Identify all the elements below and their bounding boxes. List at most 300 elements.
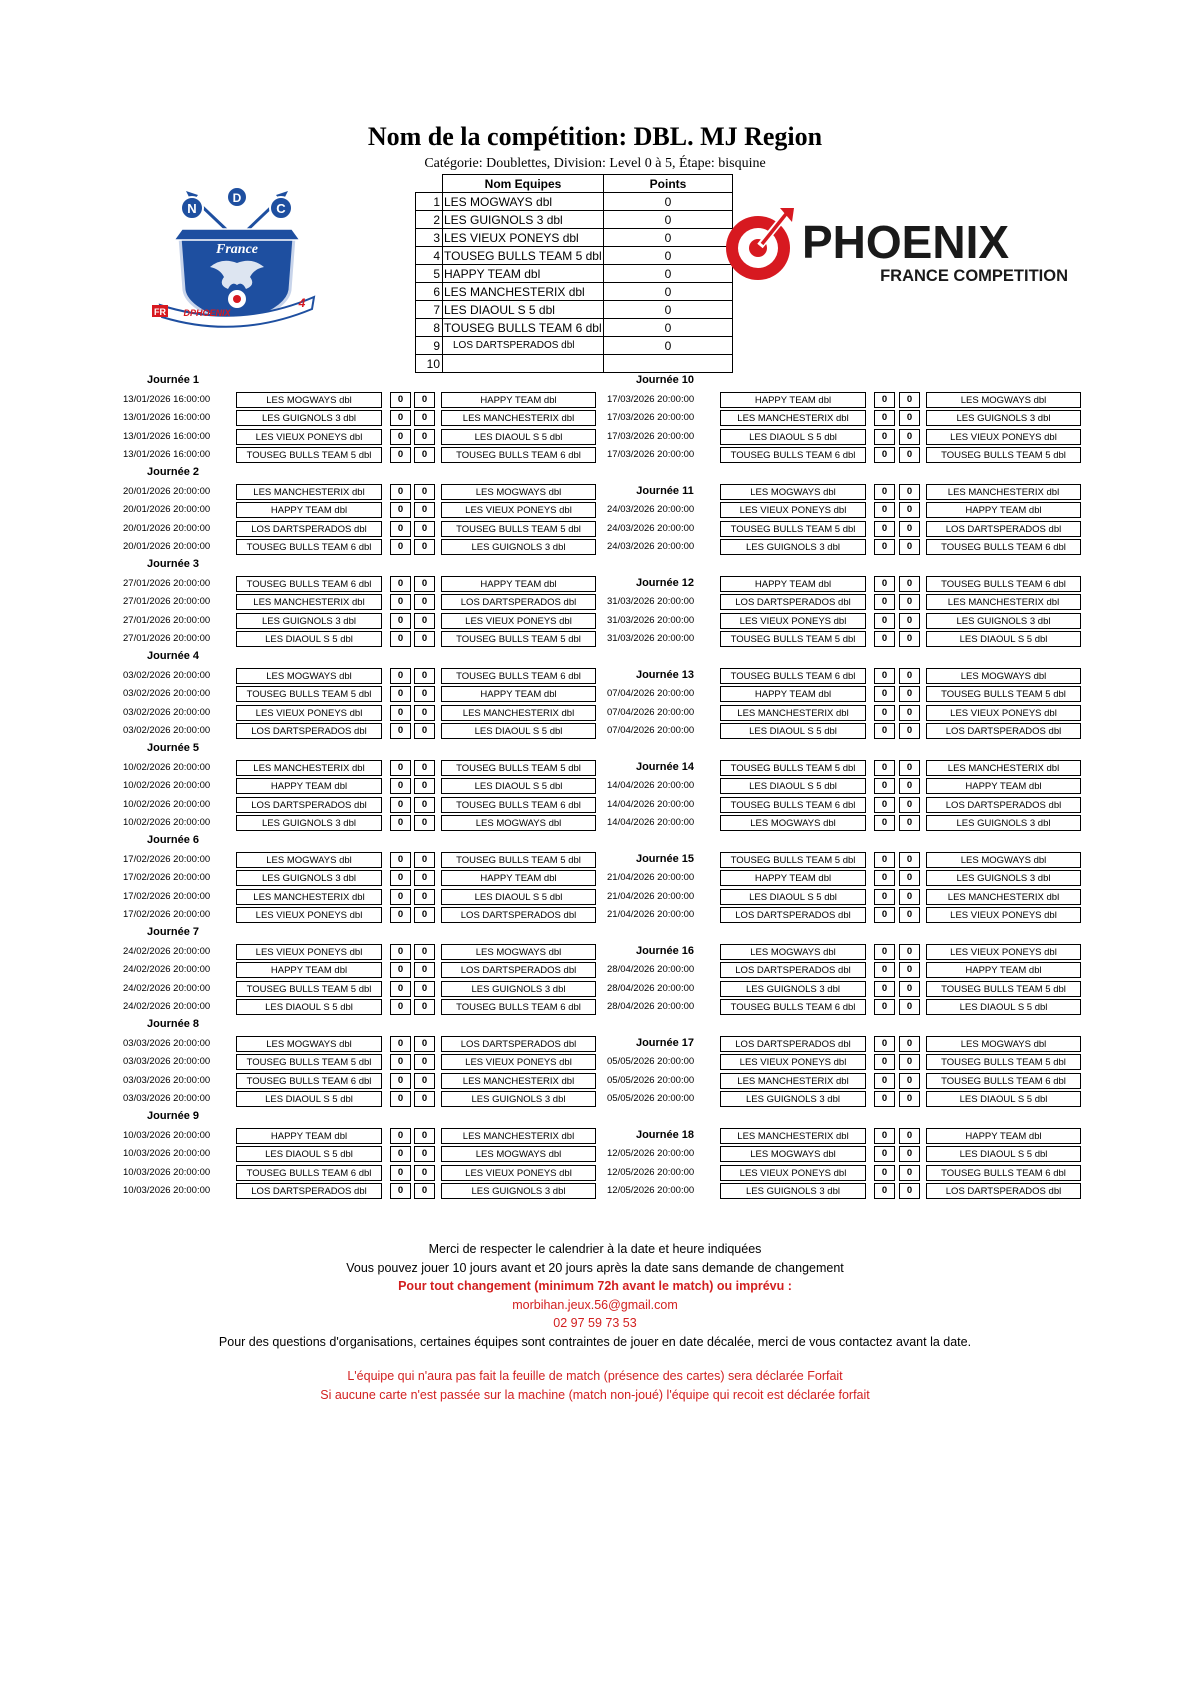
match-date: 21/04/2026 20:00:00	[607, 890, 695, 902]
journee-label: Journée 14	[635, 761, 695, 773]
away-score: 0	[899, 852, 920, 868]
away-score: 0	[414, 1183, 435, 1199]
home-score: 0	[390, 613, 411, 629]
away-score: 0	[414, 907, 435, 923]
home-score: 0	[874, 447, 895, 463]
home-team: HAPPY TEAM dbl	[720, 576, 866, 592]
away-team: LES MOGWAYS dbl	[441, 815, 596, 831]
away-team: TOUSEG BULLS TEAM 5 dbl	[441, 852, 596, 868]
away-team: LES VIEUX PONEYS dbl	[926, 944, 1081, 960]
home-team: LOS DARTSPERADOS dbl	[720, 594, 866, 610]
journee-label: Journée 10	[635, 374, 695, 386]
home-score: 0	[390, 889, 411, 905]
away-score: 0	[899, 1183, 920, 1199]
standings-rank: 5	[416, 265, 443, 283]
home-team: LES GUIGNOLS 3 dbl	[236, 613, 382, 629]
home-score: 0	[874, 539, 895, 555]
home-score: 0	[390, 723, 411, 739]
away-team: LES GUIGNOLS 3 dbl	[926, 613, 1081, 629]
standings-rank: 10	[416, 355, 443, 373]
home-score: 0	[390, 705, 411, 721]
away-team: LOS DARTSPERADOS dbl	[926, 797, 1081, 813]
standings-header	[416, 175, 733, 193]
home-score: 0	[390, 1054, 411, 1070]
away-team: LES VIEUX PONEYS dbl	[441, 502, 596, 518]
home-score: 0	[390, 392, 411, 408]
match-date: 07/04/2026 20:00:00	[607, 725, 695, 737]
home-team: LES DIAOUL S 5 dbl	[720, 723, 866, 739]
home-team: LES MANCHESTERIX dbl	[720, 705, 866, 721]
note-line: L'équipe qui n'aura pas fait la feuille de match (présence des cartes) sera déclarée Forfait	[347, 1369, 843, 1383]
rank-header	[416, 175, 443, 193]
home-team: LES GUIGNOLS 3 dbl	[720, 981, 866, 997]
away-team: TOUSEG BULLS TEAM 6 dbl	[926, 576, 1081, 592]
away-score: 0	[414, 613, 435, 629]
away-team: LES MOGWAYS dbl	[441, 484, 596, 500]
away-team: TOUSEG BULLS TEAM 6 dbl	[441, 447, 596, 463]
home-score: 0	[390, 1183, 411, 1199]
match-date: 17/02/2026 20:00:00	[123, 890, 211, 902]
match-date: 20/01/2026 20:00:00	[123, 522, 211, 534]
note-line: Pour des questions d'organisations, certaines équipes sont contraintes de jouer en date décalée, merci de vous contactez avant la date.	[218, 1334, 972, 1349]
note-line: Si aucune carte n'est passée sur la machine (match non-joué) l'équipe qui recoit est déclarée forfait	[320, 1387, 870, 1402]
standings-team: TOUSEG BULLS TEAM 5 dbl	[444, 248, 602, 263]
home-team: HAPPY TEAM dbl	[720, 870, 866, 886]
standings-points: 0	[604, 319, 733, 337]
away-score: 0	[899, 778, 920, 794]
away-score: 0	[414, 429, 435, 445]
home-team: TOUSEG BULLS TEAM 5 dbl	[236, 1054, 382, 1070]
away-score: 0	[899, 1146, 920, 1162]
home-team: LES DIAOUL S 5 dbl	[236, 1146, 382, 1162]
away-score: 0	[414, 1165, 435, 1181]
standings-rank: 1	[416, 193, 443, 211]
match-date: 05/05/2026 20:00:00	[607, 1074, 695, 1086]
match-date: 12/05/2026 20:00:00	[607, 1148, 695, 1160]
away-team: LES MANCHESTERIX dbl	[926, 594, 1081, 610]
away-team: LES MANCHESTERIX dbl	[926, 760, 1081, 776]
home-team: LOS DARTSPERADOS dbl	[720, 962, 866, 978]
standings-row	[416, 355, 733, 373]
away-team: HAPPY TEAM dbl	[441, 392, 596, 408]
match-date: 31/03/2026 20:00:00	[607, 614, 695, 626]
logo-letter-n: N	[187, 201, 197, 216]
home-score: 0	[390, 760, 411, 776]
home-score: 0	[390, 870, 411, 886]
home-team: LOS DARTSPERADOS dbl	[720, 1036, 866, 1052]
journee-label: Journée 13	[635, 669, 695, 681]
match-date: 17/03/2026 20:00:00	[607, 430, 695, 442]
away-score: 0	[414, 1091, 435, 1107]
home-team: TOUSEG BULLS TEAM 6 dbl	[720, 797, 866, 813]
away-team: HAPPY TEAM dbl	[926, 778, 1081, 794]
away-score: 0	[899, 1054, 920, 1070]
match-date: 24/02/2026 20:00:00	[123, 946, 211, 957]
home-score: 0	[874, 1054, 895, 1070]
standings-team: LES VIEUX PONEYS dbl	[443, 229, 604, 247]
away-score: 0	[414, 1146, 435, 1162]
away-team: LES MANCHESTERIX dbl	[441, 1073, 596, 1089]
home-team: LES DIAOUL S 5 dbl	[236, 999, 382, 1015]
journee-label: Journée 18	[635, 1129, 695, 1141]
phoenix-logo	[720, 200, 1080, 295]
home-team: LES MANCHESTERIX dbl	[720, 410, 866, 426]
away-team: TOUSEG BULLS TEAM 6 dbl	[926, 1073, 1081, 1089]
away-team: LES GUIGNOLS 3 dbl	[926, 870, 1081, 886]
page-title: Nom de la compétition: DBL. MJ Region	[367, 122, 823, 151]
match-date: 28/04/2026 20:00:00	[607, 964, 695, 976]
standings-team: HAPPY TEAM dbl	[443, 265, 604, 283]
phoenix-target-icon	[726, 208, 794, 280]
match-date: 13/01/2026 16:00:00	[123, 412, 211, 424]
match-date: 17/02/2026 20:00:00	[123, 909, 211, 921]
home-team: TOUSEG BULLS TEAM 5 dbl	[236, 686, 382, 702]
away-team: LES VIEUX PONEYS dbl	[926, 429, 1081, 445]
match-date: 31/03/2026 20:00:00	[607, 633, 695, 645]
home-team: TOUSEG BULLS TEAM 6 dbl	[236, 1165, 382, 1181]
away-score: 0	[899, 686, 920, 702]
away-team: LES VIEUX PONEYS dbl	[441, 1054, 596, 1070]
note-line: Merci de respecter le calendrier à la date et heure indiquées	[428, 1242, 762, 1256]
standings-team	[443, 355, 604, 373]
away-score: 0	[899, 907, 920, 923]
away-team: LES DIAOUL S 5 dbl	[441, 723, 596, 739]
away-team: HAPPY TEAM dbl	[926, 1128, 1081, 1144]
home-team: TOUSEG BULLS TEAM 5 dbl	[720, 631, 866, 647]
away-team: TOUSEG BULLS TEAM 5 dbl	[441, 760, 596, 776]
away-score: 0	[414, 1128, 435, 1144]
standings-rank: 7	[416, 301, 443, 319]
home-score: 0	[874, 1073, 895, 1089]
home-score: 0	[390, 521, 411, 537]
match-date: 10/03/2026 20:00:00	[123, 1185, 211, 1197]
home-score: 0	[390, 944, 411, 960]
home-team: LES DIAOUL S 5 dbl	[236, 1091, 382, 1107]
home-score: 0	[390, 797, 411, 813]
match-date: 03/02/2026 20:00:00	[123, 706, 211, 718]
match-date: 03/02/2026 20:00:00	[123, 725, 211, 737]
home-score: 0	[874, 521, 895, 537]
match-date: 10/03/2026 20:00:00	[123, 1148, 211, 1160]
away-team: LES DIAOUL S 5 dbl	[441, 778, 596, 794]
home-score: 0	[874, 576, 895, 592]
away-team: TOUSEG BULLS TEAM 5 dbl	[441, 631, 596, 647]
away-team: HAPPY TEAM dbl	[441, 870, 596, 886]
journee-label: Journée 2	[147, 466, 199, 478]
match-date: 05/05/2026 20:00:00	[607, 1056, 695, 1068]
away-score: 0	[899, 1128, 920, 1144]
away-team: LES GUIGNOLS 3 dbl	[441, 981, 596, 997]
home-score: 0	[874, 889, 895, 905]
home-score: 0	[390, 539, 411, 555]
away-team: LES MOGWAYS dbl	[926, 668, 1081, 684]
away-score: 0	[899, 392, 920, 408]
home-team: LES GUIGNOLS 3 dbl	[720, 1183, 866, 1199]
home-team: TOUSEG BULLS TEAM 5 dbl	[720, 852, 866, 868]
standings-points: 0	[604, 211, 733, 229]
points-header: Points	[604, 175, 733, 193]
away-team: HAPPY TEAM dbl	[926, 502, 1081, 518]
away-team: LES MANCHESTERIX dbl	[441, 410, 596, 426]
match-date: 28/04/2026 20:00:00	[607, 1001, 695, 1013]
away-team: HAPPY TEAM dbl	[441, 576, 596, 592]
standings-team: LES MOGWAYS dbl	[443, 193, 604, 211]
away-team: LOS DARTSPERADOS dbl	[441, 907, 596, 923]
home-team: LES VIEUX PONEYS dbl	[720, 613, 866, 629]
match-date: 03/02/2026 20:00:00	[123, 670, 211, 681]
away-team: LES DIAOUL S 5 dbl	[926, 1146, 1081, 1162]
away-team: TOUSEG BULLS TEAM 5 dbl	[926, 1054, 1081, 1070]
away-team: LES MANCHESTERIX dbl	[926, 889, 1081, 905]
standings-row	[416, 337, 733, 355]
home-score: 0	[874, 1091, 895, 1107]
away-team: LOS DARTSPERADOS dbl	[441, 962, 596, 978]
home-team: LES MANCHESTERIX dbl	[236, 484, 382, 500]
home-team: LES DIAOUL S 5 dbl	[720, 889, 866, 905]
home-score: 0	[390, 852, 411, 868]
home-team: LES MOGWAYS dbl	[720, 944, 866, 960]
home-score: 0	[390, 429, 411, 445]
away-score: 0	[414, 447, 435, 463]
journee-label: Journée 1	[147, 374, 199, 386]
away-team: TOUSEG BULLS TEAM 5 dbl	[926, 686, 1081, 702]
standings-row	[416, 283, 733, 301]
standings-points: 0	[604, 247, 733, 265]
away-team: LES DIAOUL S 5 dbl	[926, 1091, 1081, 1107]
standings-points: 0	[604, 337, 733, 355]
home-score: 0	[874, 797, 895, 813]
home-team: TOUSEG BULLS TEAM 5 dbl	[236, 981, 382, 997]
home-score: 0	[874, 852, 895, 868]
home-score: 0	[874, 723, 895, 739]
away-score: 0	[414, 521, 435, 537]
away-score: 0	[414, 484, 435, 500]
home-team: LES VIEUX PONEYS dbl	[720, 1165, 866, 1181]
standings-team: TOUSEG BULLS TEAM 6 dbl	[444, 320, 602, 335]
match-date: 14/04/2026 20:00:00	[607, 798, 695, 810]
match-date: 31/03/2026 20:00:00	[607, 596, 695, 608]
match-date: 24/02/2026 20:00:00	[123, 964, 211, 976]
match-date: 27/01/2026 20:00:00	[123, 578, 211, 589]
standings-team: LES MANCHESTERIX dbl	[443, 283, 604, 301]
match-date: 03/03/2026 20:00:00	[123, 1038, 211, 1049]
home-score: 0	[874, 1036, 895, 1052]
home-team: TOUSEG BULLS TEAM 6 dbl	[720, 668, 866, 684]
match-date: 17/02/2026 20:00:00	[123, 872, 211, 884]
home-score: 0	[874, 502, 895, 518]
home-team: TOUSEG BULLS TEAM 6 dbl	[236, 1073, 382, 1089]
standings-points: 0	[604, 229, 733, 247]
standings-row	[416, 319, 733, 337]
match-date: 10/02/2026 20:00:00	[123, 817, 211, 829]
match-date: 07/04/2026 20:00:00	[607, 706, 695, 718]
away-score: 0	[414, 410, 435, 426]
home-team: LES MOGWAYS dbl	[236, 852, 382, 868]
home-team: LES DIAOUL S 5 dbl	[236, 631, 382, 647]
away-team: LES DIAOUL S 5 dbl	[926, 999, 1081, 1015]
note-line: 02 97 59 73 53	[553, 1316, 637, 1330]
match-date: 07/04/2026 20:00:00	[607, 688, 695, 700]
away-score: 0	[899, 521, 920, 537]
standings-points: 0	[604, 283, 733, 301]
match-date: 24/03/2026 20:00:00	[607, 522, 695, 534]
away-score: 0	[414, 870, 435, 886]
standings-points: 0	[604, 193, 733, 211]
home-team: LOS DARTSPERADOS dbl	[720, 907, 866, 923]
home-team: HAPPY TEAM dbl	[236, 778, 382, 794]
standings-row	[416, 247, 733, 265]
home-score: 0	[390, 815, 411, 831]
match-date: 24/02/2026 20:00:00	[123, 982, 211, 994]
home-score: 0	[874, 668, 895, 684]
away-score: 0	[414, 631, 435, 647]
away-team: TOUSEG BULLS TEAM 6 dbl	[926, 539, 1081, 555]
match-date: 24/03/2026 20:00:00	[607, 541, 695, 553]
away-team: LES DIAOUL S 5 dbl	[926, 631, 1081, 647]
match-date: 20/01/2026 20:00:00	[123, 486, 211, 497]
journee-label: Journée 5	[147, 742, 199, 754]
home-score: 0	[390, 686, 411, 702]
standings-table	[415, 174, 733, 373]
away-score: 0	[899, 1073, 920, 1089]
home-score: 0	[390, 1091, 411, 1107]
note-line[interactable]: morbihan.jeux.56@gmail.com	[512, 1297, 678, 1312]
standings-points	[604, 355, 733, 373]
away-team: LOS DARTSPERADOS dbl	[441, 594, 596, 610]
standings-rank: 6	[416, 283, 443, 301]
standings-rank: 4	[416, 247, 443, 265]
home-team: TOUSEG BULLS TEAM 5 dbl	[236, 447, 382, 463]
home-team: LOS DARTSPERADOS dbl	[236, 723, 382, 739]
journee-label: Journée 12	[635, 577, 695, 589]
home-score: 0	[390, 447, 411, 463]
away-team: LES GUIGNOLS 3 dbl	[441, 1183, 596, 1199]
away-score: 0	[899, 576, 920, 592]
home-team: LOS DARTSPERADOS dbl	[236, 521, 382, 537]
away-team: LES GUIGNOLS 3 dbl	[441, 539, 596, 555]
away-score: 0	[899, 723, 920, 739]
home-score: 0	[874, 1183, 895, 1199]
home-score: 0	[390, 981, 411, 997]
journee-label: Journée 11	[636, 485, 694, 497]
away-team: LES MOGWAYS dbl	[926, 392, 1081, 408]
away-team: HAPPY TEAM dbl	[441, 686, 596, 702]
home-team: LES VIEUX PONEYS dbl	[236, 944, 382, 960]
home-score: 0	[874, 686, 895, 702]
away-score: 0	[899, 429, 920, 445]
away-score: 0	[414, 539, 435, 555]
journee-label: Journée 17	[635, 1037, 695, 1049]
match-date: 27/01/2026 20:00:00	[123, 596, 211, 608]
away-score: 0	[414, 981, 435, 997]
away-score: 0	[414, 815, 435, 831]
home-score: 0	[390, 962, 411, 978]
home-team: TOUSEG BULLS TEAM 6 dbl	[720, 999, 866, 1015]
home-score: 0	[874, 760, 895, 776]
journee-label: Journée 7	[147, 926, 199, 938]
away-score: 0	[414, 668, 435, 684]
home-team: LES MANCHESTERIX dbl	[236, 760, 382, 776]
home-score: 0	[874, 429, 895, 445]
match-date: 12/05/2026 20:00:00	[607, 1166, 695, 1178]
phoenix-brand-text: PHOENIX	[802, 216, 1010, 268]
home-score: 0	[390, 484, 411, 500]
home-team: HAPPY TEAM dbl	[720, 686, 866, 702]
match-date: 28/04/2026 20:00:00	[607, 982, 695, 994]
home-score: 0	[874, 1128, 895, 1144]
standings-row	[416, 193, 733, 211]
away-score: 0	[414, 392, 435, 408]
away-team: HAPPY TEAM dbl	[926, 962, 1081, 978]
away-team: LES GUIGNOLS 3 dbl	[926, 815, 1081, 831]
home-score: 0	[390, 1146, 411, 1162]
match-date: 24/03/2026 20:00:00	[607, 504, 695, 516]
away-team: LES VIEUX PONEYS dbl	[926, 907, 1081, 923]
away-team: LES GUIGNOLS 3 dbl	[441, 1091, 596, 1107]
home-team: LES DIAOUL S 5 dbl	[720, 429, 866, 445]
home-team: LES VIEUX PONEYS dbl	[236, 907, 382, 923]
match-date: 13/01/2026 16:00:00	[123, 449, 211, 461]
away-score: 0	[899, 797, 920, 813]
away-team: TOUSEG BULLS TEAM 5 dbl	[926, 447, 1081, 463]
page-subtitle: Catégorie: Doublettes, Division: Level 0 à 5, Étape: bisquine	[424, 156, 766, 171]
journee-label: Journée 16	[635, 945, 695, 957]
match-date: 10/02/2026 20:00:00	[123, 780, 211, 792]
home-score: 0	[874, 778, 895, 794]
match-date: 20/01/2026 20:00:00	[123, 504, 211, 516]
home-score: 0	[874, 410, 895, 426]
away-team: LES MOGWAYS dbl	[441, 1146, 596, 1162]
home-score: 0	[390, 1128, 411, 1144]
notes-block	[0, 1240, 1190, 1404]
away-score: 0	[899, 668, 920, 684]
away-team: TOUSEG BULLS TEAM 6 dbl	[441, 797, 596, 813]
away-team: TOUSEG BULLS TEAM 6 dbl	[441, 999, 596, 1015]
home-score: 0	[874, 631, 895, 647]
away-score: 0	[414, 760, 435, 776]
home-team: LES MOGWAYS dbl	[236, 1036, 382, 1052]
home-score: 0	[874, 1165, 895, 1181]
note-line: Vous pouvez jouer 10 jours avant et 20 jours après la date sans demande de changement	[346, 1260, 844, 1275]
away-score: 0	[899, 889, 920, 905]
home-score: 0	[874, 870, 895, 886]
away-score: 0	[414, 594, 435, 610]
away-team: TOUSEG BULLS TEAM 6 dbl	[926, 1165, 1081, 1181]
away-score: 0	[899, 999, 920, 1015]
home-score: 0	[874, 999, 895, 1015]
away-score: 0	[899, 981, 920, 997]
home-team: LES DIAOUL S 5 dbl	[720, 778, 866, 794]
match-date: 05/05/2026 20:00:00	[607, 1093, 695, 1105]
logo-fr-tag: FR	[154, 307, 166, 317]
match-date: 03/03/2026 20:00:00	[123, 1074, 211, 1086]
away-team: LES VIEUX PONEYS dbl	[441, 1165, 596, 1181]
home-team: LES MOGWAYS dbl	[720, 815, 866, 831]
away-score: 0	[414, 962, 435, 978]
home-score: 0	[390, 631, 411, 647]
away-score: 0	[899, 1091, 920, 1107]
home-score: 0	[874, 907, 895, 923]
standings-points: 0	[604, 265, 733, 283]
home-score: 0	[874, 815, 895, 831]
away-team: TOUSEG BULLS TEAM 6 dbl	[441, 668, 596, 684]
away-team: LOS DARTSPERADOS dbl	[926, 723, 1081, 739]
standings-row	[416, 265, 733, 283]
notes-spacer	[0, 1351, 1190, 1367]
away-score: 0	[414, 1054, 435, 1070]
away-score: 0	[899, 1165, 920, 1181]
away-score: 0	[414, 852, 435, 868]
